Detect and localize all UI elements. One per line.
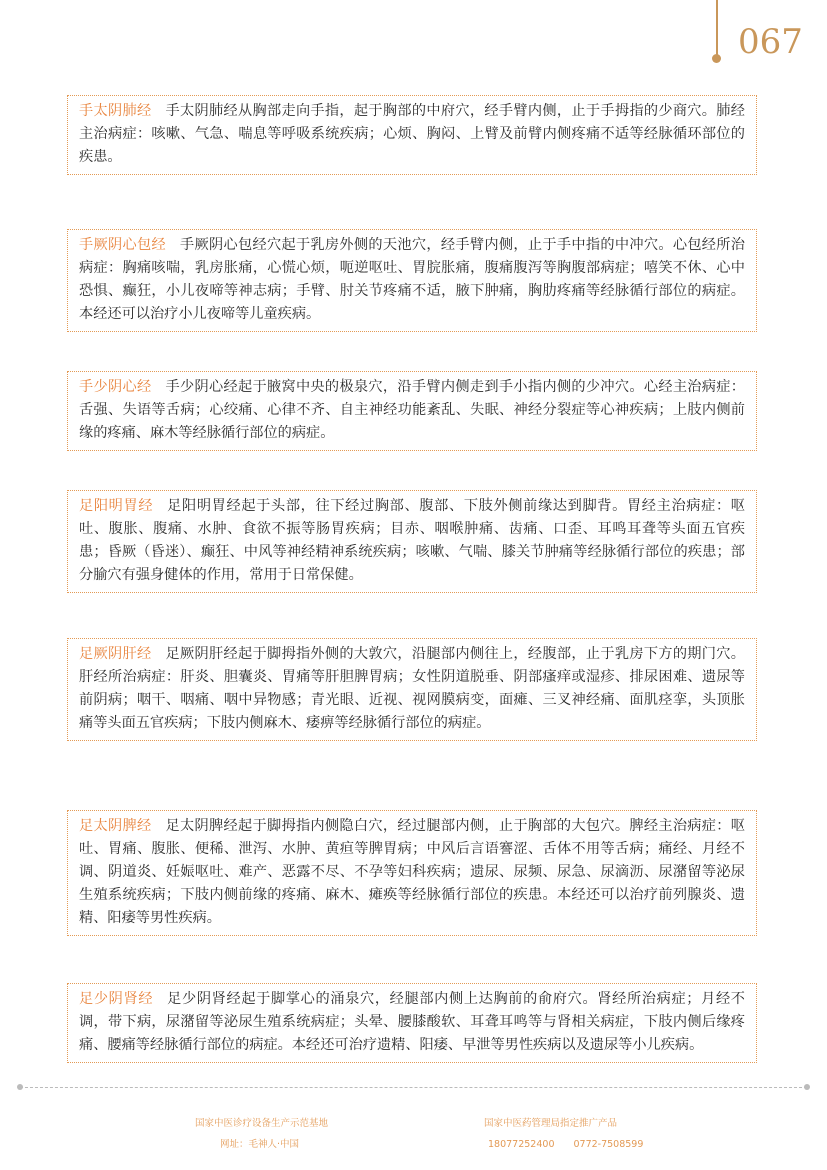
section-title: 手太阴肺经: [79, 103, 152, 119]
section-title: 足太阴脾经: [79, 818, 152, 834]
section-text: 手厥阴心包经穴起于乳房外侧的天池穴，经手臂内侧，止于手中指的中冲穴。心包经所治病症：胸痛咳喘，乳房胀痛，心慌心烦，呃逆呕吐、胃脘胀痛，腹痛腹泻等胸腹部病症；嘻笑不休、心中恐惧、癫狂，小儿夜啼等神志病；手臂、肘关节疼痛不适，腋下肿痛，胸肋疼痛等经脉循行部位的病症。本经还可以治疗小儿夜啼等儿童疾病。: [79, 237, 745, 322]
meridian-section-lung: [67, 95, 757, 175]
meridian-section-kidney: [67, 983, 757, 1063]
section-title: 足阳明胃经: [79, 498, 154, 514]
footer-dot-left: [17, 1084, 23, 1090]
footer-divider: [20, 1087, 807, 1088]
footer-left-line2: 网址：毛神人·中国: [220, 1139, 300, 1150]
section-text: 足阳明胃经起于头部，往下经过胸部、腹部、下肢外侧前缘达到脚背。胃经主治病症：呕吐、腹胀、腹痛、水肿、食欲不振等肠胃疾病；目赤、咽喉肿痛、齿痛、口歪、耳鸣耳聋等头面五官疾患；昏厥（昏迷）、癫狂、中风等神经精神系统疾病；咳嗽、气喘、膝关节肿痛等经脉循行部位的疾患；部分腧穴有强身健体的作用，常用于日常保健。: [79, 498, 745, 583]
meridian-section-pericardium: [67, 229, 757, 332]
section-text: 手太阴肺经从胸部走向手指，起于胸部的中府穴，经手臂内侧，止于手拇指的少商穴。肺经主治病症：咳嗽、气急、喘息等呼吸系统疾病；心烦、胸闷、上臂及前臂内侧疼痛不适等经脉循环部位的疾患。: [79, 103, 745, 165]
section-text: 足少阴肾经起于脚掌心的涌泉穴，经腿部内侧上达胸前的俞府穴。肾经所治病症；月经不调，带下病，尿潴留等泌尿生殖系统病症；头晕、腰膝酸软、耳聋耳鸣等与肾相关病症，下肢内侧后缘疼痛、腰痛等经脉循行部位的病症。本经还可治疗遗精、阳痿、早泄等男性疾病以及遗尿等小儿疾病。: [79, 991, 745, 1053]
footer-left-line1: 国家中医诊疗设备生产示范基地: [195, 1118, 329, 1129]
section-text: 足太阴脾经起于脚拇指内侧隐白穴，经过腿部内侧，止于胸部的大包穴。脾经主治病症：呕吐、胃痛、腹胀、便稀、泄泻、水肿、黄疸等脾胃病；中风后言语謇涩、舌体不用等舌病；痛经、月经不调、阴道炎、妊娠呕吐、难产、恶露不尽、不孕等妇科疾病；遗尿、尿频、尿急、尿滴沥、尿潴留等泌尿生殖系统疾病；下肢内侧前缘的疼痛、麻木、瘫痪等经脉循行部位的疾患。本经还可以治疗前列腺炎、遗精、阳痿等男性疾病。: [79, 818, 745, 926]
meridian-section-heart: [67, 371, 757, 451]
header-dot: [712, 54, 721, 63]
section-text: 手少阴心经起于腋窝中央的极泉穴，沿手臂内侧走到手小指内侧的少冲穴。心经主治病症：舌强、失语等舌病；心绞痛、心律不齐、自主神经功能紊乱、失眠、神经分裂症等心神疾病；上肢内侧前缘的疼痛、麻木等经脉循行部位的病症。: [79, 379, 745, 441]
footer-right-line2: 18077252400 0772-7508599: [488, 1139, 644, 1150]
section-title: 手少阴心经: [79, 379, 152, 395]
section-title: 足少阴肾经: [79, 991, 154, 1007]
section-title: 手厥阴心包经: [79, 237, 166, 253]
section-text: 足厥阴肝经起于脚拇指外侧的大敦穴，沿腿部内侧往上，经腹部，止于乳房下方的期门穴。肝经所治病症：肝炎、胆囊炎、胃痛等肝胆脾胃病；女性阴道脱垂、阴部瘙痒或湿疹、排尿困难、遗尿等前阴病；咽干、咽痛、咽中异物感；青光眼、近视、视网膜病变，面瘫、三叉神经痛、面肌痉挛，头顶胀痛等头面五官疾病；下肢内侧麻木、痿痹等经脉循行部位的病症。: [79, 646, 745, 731]
meridian-section-liver: [67, 638, 757, 741]
section-title: 足厥阴肝经: [79, 646, 152, 662]
page-number: 067: [738, 22, 803, 62]
footer-right-line1: 国家中医药管理局指定推广产品: [484, 1118, 618, 1129]
footer-dot-right: [804, 1084, 810, 1090]
header-rule: [716, 0, 718, 56]
meridian-section-stomach: [67, 490, 757, 593]
meridian-section-spleen: [67, 810, 757, 936]
